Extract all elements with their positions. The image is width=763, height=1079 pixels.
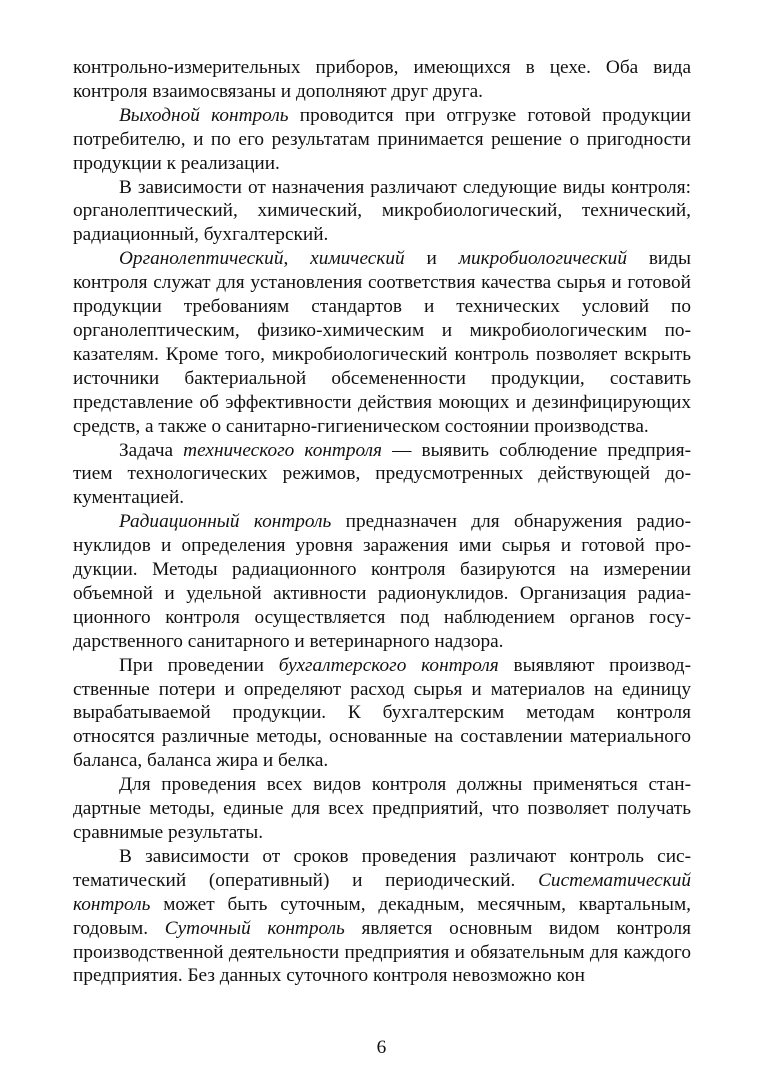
italic-term: микробиологический — [458, 248, 627, 270]
text-body — [73, 56, 691, 988]
text-segment: — выявить соблюдение предприятием технологических режимов, предусмотренных действующей документацией. — [73, 439, 692, 509]
text-segment: Задача — [119, 439, 184, 461]
text-segment: контрольно-измерительных приборов, имеющихся в цехе. Оба вида контроля взаимосвязаны и дополняют друг друга. — [73, 57, 691, 102]
text-segment: и — [404, 248, 459, 270]
paragraph — [73, 104, 691, 176]
text-segment: При проведении — [119, 654, 279, 676]
page-number: 6 — [376, 1037, 387, 1058]
paragraph — [73, 176, 691, 248]
italic-term: химический — [310, 248, 405, 270]
text-segment: , — [283, 248, 311, 270]
paragraph — [73, 247, 691, 438]
text-segment: выявляют производственные потери и определяют расход сырья и материалов на единицу вырабатываемой продукции. К бухгалтерским методам контроля относятся различные методы, основанные на составлении материального баланса, баланса жира и белка. — [73, 654, 691, 772]
text-segment: может быть суточным, декадным, месячным, квартальным, годовым. — [73, 893, 691, 939]
italic-term: Радиационный контроль — [119, 511, 332, 533]
text-segment: виды контроля служат для установления соответствия качества сырья и готовой продукции требованиям стандартов и технических условий по органолептическим, физико-химическим и микробиологическим показателям. Кроме того, микробиологический контроль позволяет вскрыть источники бактериальной обсемененности продукции, составить представление об эффективности действия моющих и дезинфицирующих средств, а также о санитарно-гигиеническом состоянии производства. — [73, 248, 691, 437]
italic-term: Органолептический — [119, 248, 284, 270]
italic-term: Систематический контроль — [73, 869, 691, 915]
italic-term: Суточный контроль — [164, 917, 345, 939]
text-segment: является основным видом контроля производственной деятельности предприятия и обязательным для каждого предприятия. Без данных суточного контроля невозможно кон — [73, 917, 691, 987]
text-segment: проводится при отгрузке готовой продукции потребителю, и по его результатам принимается решение о пригодности продукции к реализации. — [73, 104, 691, 174]
text-segment: Для проведения всех видов контроля должны применяться стандартные методы, единые для всех предприятий, что позволяет получать сравнимые результаты. — [73, 774, 691, 843]
paragraph — [73, 510, 691, 653]
paragraph — [73, 654, 691, 774]
text-segment: В зависимости от назначения различают следующие виды контроля: органолептический, химический, микробиологический, технический, радиационный, бухгалтерский. — [73, 176, 691, 246]
italic-term: технического контроля — [183, 439, 382, 461]
paragraph — [73, 845, 691, 988]
page-body — [73, 56, 691, 988]
paragraph — [73, 773, 691, 845]
paragraph — [73, 439, 691, 511]
text-segment: предназначен для обнаружения радионуклидов и определения уровня заражения ими сырья и готовой продукции. Методы радиационного контроля базируются на измерении объемной и удельной активности радионуклидов. Организация радиационного контроля осуществляется под наблюдением органов государственного санитарного и ветеринарного надзора. — [73, 511, 691, 652]
italic-term: Выходной контроль — [119, 104, 289, 126]
italic-term: бухгалтерского контроля — [278, 654, 499, 676]
text-segment: В зависимости от сроков проведения различают контроль систематический (оперативный) и периодический. — [73, 845, 691, 891]
paragraph — [73, 56, 691, 104]
